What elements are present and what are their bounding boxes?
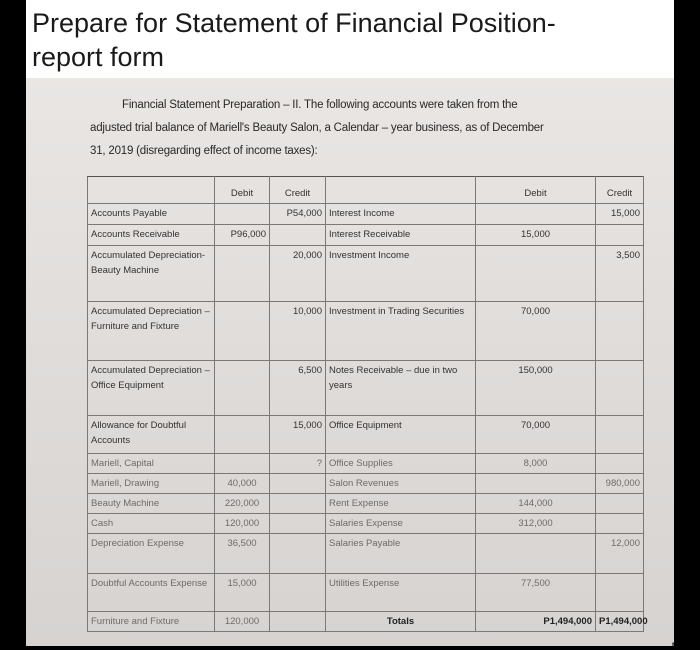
left-debit: 36,500 [215,534,270,574]
left-debit: 120,000 [215,612,270,632]
right-account: Office Supplies [326,454,476,474]
worksheet-photo [26,78,674,646]
left-account: Depreciation Expense [88,534,215,574]
left-credit [270,514,326,534]
right-account: Rent Expense [326,494,476,514]
right-credit [596,494,644,514]
left-debit: 40,000 [215,474,270,494]
left-debit: 120,000 [215,514,270,534]
table-row [88,302,644,361]
header-blank-right [326,177,476,204]
title-line-1: Prepare for Statement of Financial Position- [32,8,556,38]
right-account: Interest Income [326,204,476,225]
table-row [88,534,644,574]
left-credit [270,225,326,246]
paragraph-line-1: Financial Statement Preparation – II. The following accounts were taken from the [122,99,518,111]
left-debit: P96,000 [215,225,270,246]
table-row [88,474,644,494]
table-header-row [88,177,644,204]
left-debit: 220,000 [215,494,270,514]
left-account: Doubtful Accounts Expense [88,574,215,612]
right-credit [596,361,644,416]
right-credit [596,574,644,612]
right-account: Interest Receivable [326,225,476,246]
left-account: Mariell, Capital [88,454,215,474]
header-blank-left [88,177,215,204]
total-debit: P1,494,000 [476,612,596,632]
right-account: Investment in Trading Securities [326,302,476,361]
left-account: Allowance for Doubtful Accounts [88,416,215,454]
left-debit [215,361,270,416]
right-debit: 144,000 [476,494,596,514]
title-line-2: report form [32,42,165,72]
left-credit [270,612,326,632]
table-row [88,225,644,246]
right-debit [476,534,596,574]
table-row-totals [88,612,644,632]
right-credit: 15,000 [596,204,644,225]
right-debit: 70,000 [476,302,596,361]
left-debit [215,454,270,474]
header-debit-right: Debit [476,177,596,204]
right-credit: 980,000 [596,474,644,494]
right-debit [476,204,596,225]
left-credit [270,534,326,574]
right-debit: 8,000 [476,454,596,474]
left-account: Accumulated Depreciation – Office Equipment [88,361,215,416]
table-row [88,454,644,474]
problem-paragraph [90,94,650,163]
total-credit: P1,494,000 [596,612,644,632]
totals-label: Totals [326,612,476,632]
left-debit [215,416,270,454]
right-account: Utilities Expense [326,574,476,612]
left-credit [270,494,326,514]
header-debit-left: Debit [215,177,270,204]
right-account: Salaries Expense [326,514,476,534]
trial-balance-table [87,176,648,632]
left-credit: 10,000 [270,302,326,361]
table-row [88,494,644,514]
left-credit [270,574,326,612]
left-debit [215,302,270,361]
table-row [88,246,644,302]
right-account: Notes Receivable – due in two years [326,361,476,416]
table-row [88,574,644,612]
right-credit [596,454,644,474]
right-account: Investment Income [326,246,476,302]
question-title-panel [26,0,674,78]
mouse-pointer-icon [672,642,674,646]
left-credit: 6,500 [270,361,326,416]
right-debit [476,474,596,494]
left-debit [215,204,270,225]
right-account: Office Equipment [326,416,476,454]
left-credit: 20,000 [270,246,326,302]
left-account: Accounts Receivable [88,225,215,246]
left-debit [215,246,270,302]
left-credit: 15,000 [270,416,326,454]
left-credit [270,474,326,494]
right-credit [596,225,644,246]
left-account: Accumulated Depreciation – Furniture and Fixture [88,302,215,361]
question-title [26,0,674,74]
left-account: Accounts Payable [88,204,215,225]
right-debit: 15,000 [476,225,596,246]
right-credit [596,302,644,361]
table-row [88,514,644,534]
paragraph-line-2: adjusted trial balance of Mariell's Beauty Salon, a Calendar – year business, as of December [90,122,544,134]
paragraph-line-3: 31, 2019 (disregarding effect of income taxes): [90,145,318,157]
left-account: Furniture and Fixture [88,612,215,632]
header-credit-left: Credit [270,177,326,204]
right-debit: 312,000 [476,514,596,534]
right-debit: 150,000 [476,361,596,416]
left-credit: P54,000 [270,204,326,225]
table-row [88,361,644,416]
left-account: Beauty Machine [88,494,215,514]
left-debit: 15,000 [215,574,270,612]
right-credit: 12,000 [596,534,644,574]
right-account: Salon Revenues [326,474,476,494]
right-debit: 77,500 [476,574,596,612]
header-credit-right: Credit [596,177,644,204]
left-account: Mariell, Drawing [88,474,215,494]
right-account: Salaries Payable [326,534,476,574]
right-credit [596,416,644,454]
right-debit: 70,000 [476,416,596,454]
table-row [88,204,644,225]
table-row [88,416,644,454]
right-debit [476,246,596,302]
right-credit: 3,500 [596,246,644,302]
left-account: Accumulated Depreciation- Beauty Machine [88,246,215,302]
left-account: Cash [88,514,215,534]
right-credit [596,514,644,534]
left-credit: ? [270,454,326,474]
